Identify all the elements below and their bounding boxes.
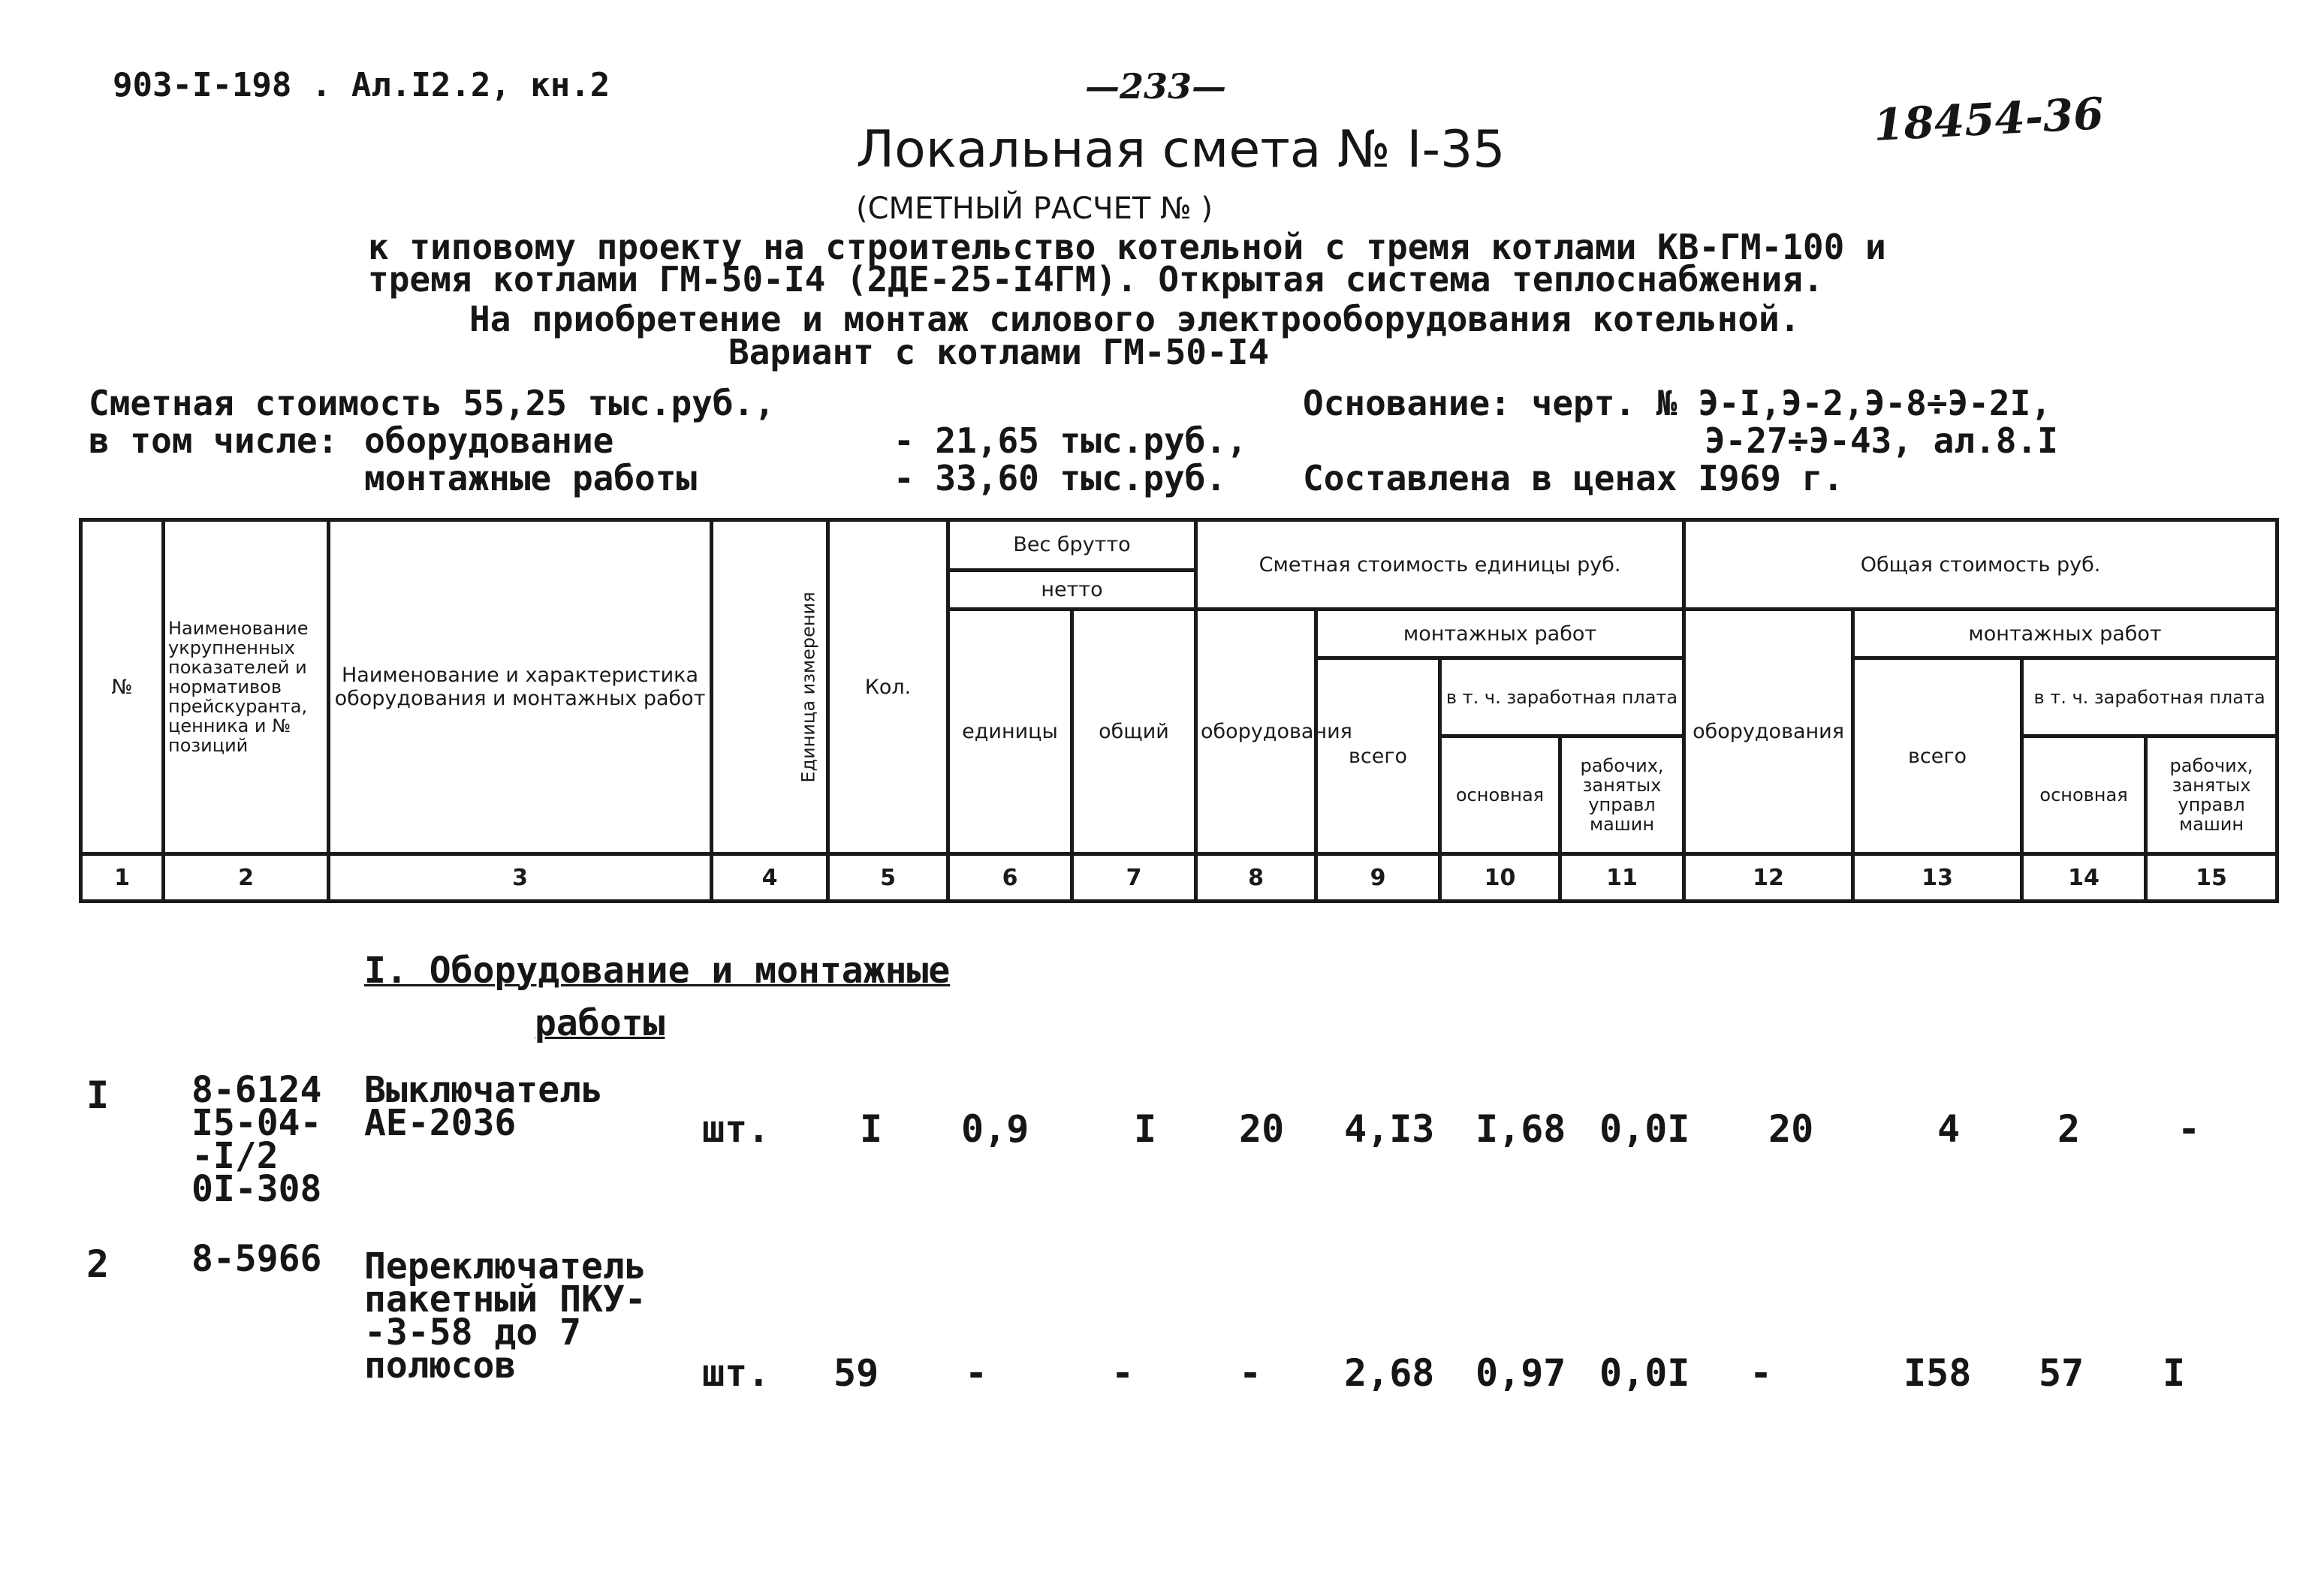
equipment-label: оборудование	[364, 420, 614, 461]
column-number: 6	[948, 854, 1072, 902]
header-equipment-name: Наименование и характеристика оборудования и монтажных работ	[329, 520, 712, 854]
header-norm-code: Наименование укрупненных показателей и нормативов прейскуранта, ценника и № позиций	[164, 520, 329, 854]
name-line: Выключатель	[364, 1069, 603, 1111]
description-line-2: тремя котлами ГМ-50-I4 (2ДЕ-25-I4ГМ). Открытая система теплоснабжения.	[368, 259, 1824, 300]
row-1-number: I	[86, 1074, 110, 1117]
column-number: 12	[1684, 854, 1853, 902]
code-line: 0I-308	[191, 1168, 322, 1210]
code-line: 8-6124	[191, 1069, 322, 1111]
page-number: —233—	[1085, 66, 1227, 107]
header-cost-wage-basic: основная	[1440, 736, 1560, 854]
header-total-equipment: оборудования	[1684, 610, 1853, 854]
header-total-install-total: всего	[1853, 658, 2022, 854]
code-line: I5-04-	[191, 1102, 322, 1144]
row-2-weight-unit: -	[965, 1351, 988, 1395]
header-unit: Единица измерения	[712, 520, 828, 854]
column-number: 11	[1560, 854, 1684, 902]
header-quantity: Кол.	[828, 520, 948, 854]
name-line: -3-58 до 7	[364, 1311, 581, 1354]
row-1-cost-equipment: 20	[1239, 1107, 1285, 1151]
row-2-quantity: 59	[833, 1351, 879, 1395]
header-cost-equipment: оборудования	[1196, 610, 1316, 854]
including-label: в том числе:	[89, 420, 339, 461]
header-overall-cost: Общая стоимость руб.	[1684, 520, 2277, 610]
code-line: -I/2	[191, 1135, 279, 1177]
column-number: 14	[2022, 854, 2146, 902]
row-2-total-install: I58	[1904, 1351, 1972, 1395]
header-number: №	[81, 520, 164, 854]
header-total-wage-machine: рабочих, занятых управл машин	[2146, 736, 2277, 854]
row-2-unit: шт.	[702, 1351, 770, 1395]
header-unit-cost: Сметная стоимость единицы руб.	[1196, 520, 1684, 610]
column-number: 9	[1316, 854, 1440, 902]
row-2-total-wage-machine: I	[2163, 1351, 2186, 1395]
section-title	[364, 950, 950, 992]
name-line: пакетный ПКУ-	[364, 1278, 647, 1320]
estimate-calculation-label: (СМЕТНЫЙ РАСЧЕТ № )	[856, 191, 1213, 226]
row-2-code	[191, 1238, 322, 1280]
column-number: 10	[1440, 854, 1560, 902]
installation-cost: - 33,60 тыс.руб.	[894, 458, 1227, 498]
column-number: 15	[2146, 854, 2277, 902]
row-2-cost-install-total: 2,68	[1344, 1351, 1435, 1395]
row-2-cost-wage-machine: 0,0I	[1599, 1351, 1690, 1395]
section-title-line-1: I. Оборудование и монтажные	[364, 950, 951, 992]
row-2-name	[364, 1245, 647, 1387]
row-2-cost-equipment: -	[1239, 1351, 1262, 1395]
header-cost-installation: монтажных работ	[1316, 610, 1684, 658]
project-code: 903-I-198 . Ал.I2.2, кн.2	[113, 66, 610, 104]
section-title-line-2: работы	[535, 1002, 665, 1044]
equipment-cost: - 21,65 тыс.руб.,	[894, 420, 1247, 461]
row-1-quantity: I	[860, 1107, 883, 1151]
basis-line-1: Основание: черт. № Э-I,Э-2,Э-8÷Э-2I,	[1303, 383, 2051, 423]
row-1-cost-install-total: 4,I3	[1344, 1107, 1435, 1151]
name-line: полюсов	[364, 1345, 517, 1387]
row-1-total-wage-basic: 2	[2057, 1107, 2081, 1151]
row-1-code	[191, 1069, 322, 1210]
header-gross-weight: Вес брутто	[948, 520, 1196, 571]
header-total-installation: монтажных работ	[1853, 610, 2277, 658]
header-weight-total: общий	[1072, 610, 1196, 854]
row-1-total-equipment: 20	[1768, 1107, 1814, 1151]
column-number: 4	[712, 854, 828, 902]
header-net-weight: нетто	[948, 570, 1196, 609]
row-1-weight-unit: 0,9	[961, 1107, 1029, 1151]
description-line-3: На приобретение и монтаж силового электрооборудования котельной.	[469, 299, 1801, 339]
row-2-total-wage-basic: 57	[2039, 1351, 2084, 1395]
row-1-weight-total: I	[1134, 1107, 1157, 1151]
row-1-cost-wage-basic: I,68	[1476, 1107, 1566, 1151]
code-line: 8-5966	[191, 1238, 322, 1280]
column-number: 1	[81, 854, 164, 902]
row-2-cost-wage-basic: 0,97	[1476, 1351, 1566, 1395]
header-cost-wages: в т. ч. заработная плата	[1440, 658, 1684, 736]
header-cost-install-total: всего	[1316, 658, 1440, 854]
estimate-table-header	[79, 518, 2279, 903]
row-1-cost-wage-machine: 0,0I	[1599, 1107, 1690, 1151]
row-1-name	[364, 1069, 603, 1144]
row-2-total-equipment: -	[1750, 1351, 1773, 1395]
description-line-1: к типовому проекту на строительство котельной с тремя котлами КВ-ГМ-100 и	[368, 227, 1886, 267]
header-total-wage-basic: основная	[2022, 736, 2146, 854]
header-total-wages: в т. ч. заработная плата	[2022, 658, 2277, 736]
description-line-4: Вариант с котлами ГМ-50-I4	[728, 332, 1270, 372]
estimated-cost: Сметная стоимость 55,25 тыс.руб.,	[89, 383, 775, 423]
header-weight-unit: единицы	[948, 610, 1072, 854]
header-cost-wage-machine: рабочих, занятых управл машин	[1560, 736, 1684, 854]
column-number: 3	[329, 854, 712, 902]
column-number: 2	[164, 854, 329, 902]
basis-line-2: Э-27÷Э-43, ал.8.I	[1705, 420, 2058, 461]
column-number: 5	[828, 854, 948, 902]
row-1-total-install: 4	[1937, 1107, 1961, 1151]
row-2-number: 2	[86, 1242, 110, 1286]
row-2-weight-total: -	[1111, 1351, 1135, 1395]
row-1-total-wage-machine: -	[2178, 1107, 2201, 1151]
document-title: Локальная смета № I-35	[856, 120, 1506, 179]
column-number: 8	[1196, 854, 1316, 902]
column-number: 13	[1853, 854, 2022, 902]
prices-note: Составлена в ценах I969 г.	[1303, 458, 1844, 498]
row-1-unit: шт.	[702, 1107, 770, 1151]
column-number: 7	[1072, 854, 1196, 902]
name-line: Переключатель	[364, 1245, 647, 1287]
name-line: АЕ-2036	[364, 1102, 517, 1144]
installation-label: монтажные работы	[364, 458, 698, 498]
archive-number: 18454-36	[1872, 88, 2106, 151]
